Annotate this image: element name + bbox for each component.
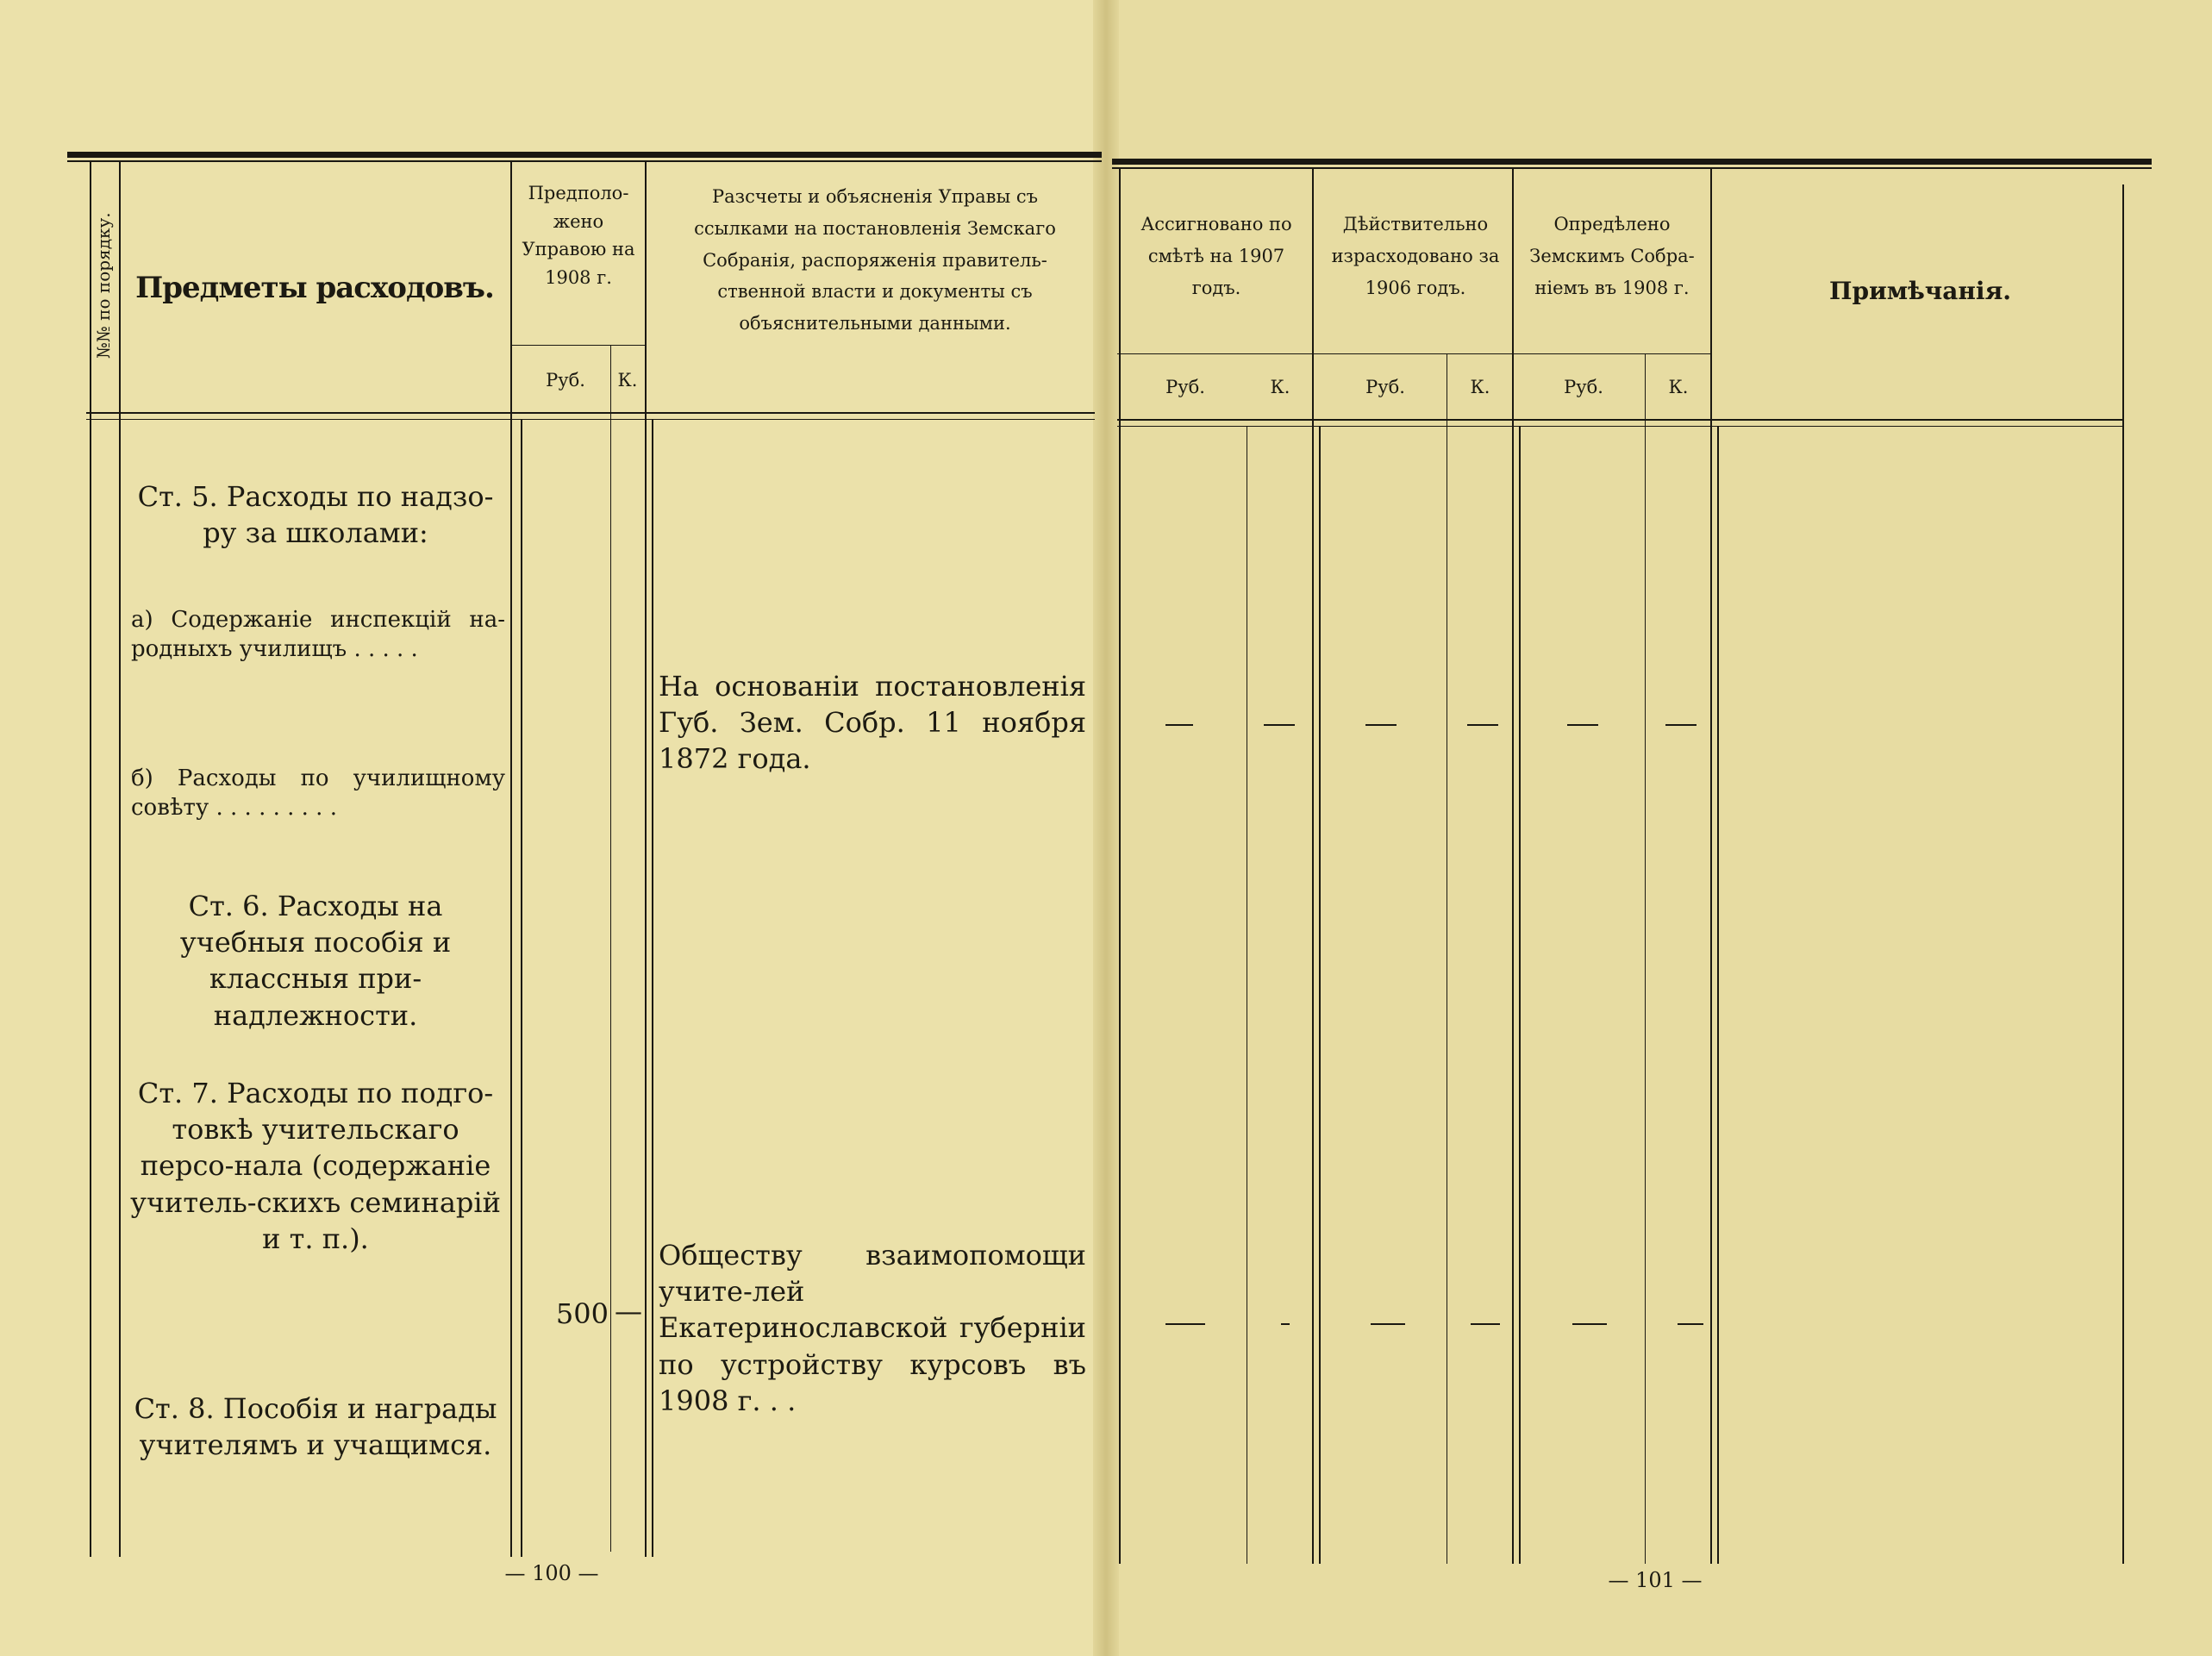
dash-st7-assigned-rub xyxy=(1165,1323,1205,1325)
right-col-border-5 xyxy=(1512,167,1514,1564)
item-st8: Ст. 8. Пособія и награды учителямъ и учащимся. xyxy=(134,1392,497,1462)
left-col-border-1 xyxy=(119,160,121,1557)
right-col-border-9 xyxy=(1717,426,1719,1564)
dash-st7-actual-rub xyxy=(1371,1323,1405,1325)
col-assigned-header: Ассигновано по смѣтѣ на 1907 годъ. xyxy=(1140,214,1292,298)
col-decided-header: Опредѣлено Земскимъ Собра-ніемъ въ 1908 г. xyxy=(1529,214,1695,298)
left-top-rule-thin xyxy=(67,160,1102,162)
right-subhdr-line xyxy=(1117,353,1712,354)
proposed-rub-label: Руб. xyxy=(546,370,585,391)
left-col-border-0 xyxy=(90,160,91,1557)
left-col-border-4 xyxy=(610,345,611,1552)
right-col-border-2 xyxy=(1312,167,1314,1564)
col-notes-header: Примѣчанія. xyxy=(1829,277,2011,305)
left-page-number: — 100 — xyxy=(504,1561,599,1585)
right-header-bottom xyxy=(1117,419,2124,421)
right-col-border-0 xyxy=(1119,167,1121,1564)
left-col-border-5 xyxy=(645,160,647,1557)
dash-st5-decided-rub xyxy=(1567,724,1598,726)
dash-st5-assigned-kop xyxy=(1264,724,1295,726)
item-st5: Ст. 5. Расходы по надзо-ру за школами: xyxy=(137,480,494,550)
book-gutter xyxy=(1093,0,1119,1656)
proposed-kop-label: К. xyxy=(617,370,638,391)
item-st7: Ст. 7. Расходы по подго-товкѣ учительскаго персо-нала (содержаніе учитель-скихъ семинарій и т. п.). xyxy=(130,1077,501,1255)
col-actual-header: Дѣйствительно израсходовано за 1906 годъ. xyxy=(1331,214,1500,298)
dash-st5-assigned-rub xyxy=(1165,724,1193,726)
actual-rub-label: Руб. xyxy=(1365,377,1405,397)
dash-st7-actual-kop xyxy=(1471,1323,1500,1325)
dash-st7-decided-rub xyxy=(1572,1323,1607,1325)
left-header-bottom xyxy=(86,412,1095,414)
dash-st7-decided-kop xyxy=(1678,1323,1703,1325)
right-col-border-8 xyxy=(1710,167,1712,1564)
left-col-border-2 xyxy=(510,160,512,1557)
decided-kop-label: К. xyxy=(1668,377,1689,397)
left-header-bottom-2 xyxy=(86,419,1095,420)
right-page-number: — 101 — xyxy=(1608,1568,1703,1592)
col-no-header: №№ по порядку. xyxy=(92,212,114,359)
right-col-border-3 xyxy=(1319,426,1321,1564)
st7-proposed-rub: 500 xyxy=(555,1297,609,1330)
dash-st5-decided-kop xyxy=(1665,724,1696,726)
right-col-border-7 xyxy=(1645,353,1646,1564)
col-proposed-header: Предполо-жено Управою на 1908 г. xyxy=(522,183,635,288)
item-st5a: а) Содержаніе инспекцій на-родныхъ училищъ . . . . . xyxy=(131,607,505,663)
actual-kop-label: К. xyxy=(1470,377,1490,397)
assigned-kop-label: К. xyxy=(1270,377,1290,397)
explanation-st5: На основаніи постановленія Губ. Зем. Собр. 11 ноября 1872 года. xyxy=(659,670,1086,776)
dash-st7-assigned-kop xyxy=(1281,1323,1290,1325)
left-col-border-6 xyxy=(652,419,653,1557)
left-top-rule xyxy=(67,152,1102,158)
item-st5b: б) Расходы по училищному совѣту . . . . . . . . . xyxy=(131,766,505,822)
st7-proposed-kop: — xyxy=(615,1295,642,1328)
decided-rub-label: Руб. xyxy=(1564,377,1603,397)
col-items-header: Предметы расходовъ. xyxy=(135,271,494,305)
col-explain-header: Разсчеты и объясненія Управы съ ссылками на постановленія Земскаго Собранія, распоряженія правитель-ственной власти и документы съ объяснительными данными. xyxy=(694,186,1056,334)
right-header-bottom-2 xyxy=(1117,426,2124,427)
item-st6: Ст. 6. Расходы на учебныя пособія и классныя при-надлежности. xyxy=(179,890,452,1032)
left-proposed-divider xyxy=(510,345,645,346)
dash-st5-actual-rub xyxy=(1365,724,1397,726)
right-col-border-10 xyxy=(2122,184,2124,1564)
dash-st5-actual-kop xyxy=(1467,724,1498,726)
assigned-rub-label: Руб. xyxy=(1165,377,1205,397)
right-top-rule-thin xyxy=(1112,167,2152,169)
explanation-st7: Обществу взаимопомощи учите-лей Екатеринославской губерніи по устройству курсовъ въ 1908 г. . . xyxy=(659,1239,1086,1417)
left-col-border-3 xyxy=(521,419,522,1557)
right-col-border-6 xyxy=(1519,426,1521,1564)
right-top-rule xyxy=(1112,159,2152,165)
